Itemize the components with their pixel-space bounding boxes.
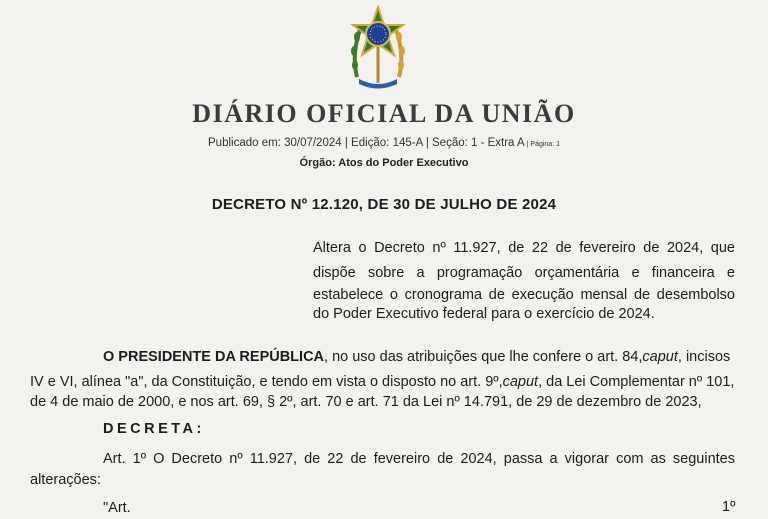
issuing-organ: Órgão: Atos do Poder Executivo <box>299 157 469 169</box>
decree-title: DECRETO Nº 12.120, DE 30 DE JULHO DE 2024 <box>211 196 557 213</box>
preamble-line-3: de 4 de maio de 2000, e nos art. 69, § 2º, art. 70 e art. 71 da Lei nº 14.791, de 29 de dezembro de 2023, <box>30 394 702 410</box>
article-1-line-1: Art. 1º O Decreto nº 11.927, de 22 de fevereiro de 2024, passa a vigorar com as seguintes <box>103 451 735 467</box>
quoted-article-label: "Art. <box>103 500 131 516</box>
article-1-line-2: alterações: <box>30 472 101 488</box>
publication-details: Publicado em: 30/07/2024 | Edição: 145-A | Seção: 1 - Extra A <box>208 137 525 149</box>
quoted-article-number: 1º <box>722 499 736 515</box>
preamble-text: , da Lei Complementar nº 101, <box>538 374 735 390</box>
ementa-line: Altera o Decreto nº 11.927, de 22 de fevereiro de 2024, que <box>313 240 735 256</box>
ementa-line: dispõe sobre a programação orçamentária e financeira e <box>313 265 735 281</box>
preamble-italic: caput <box>502 374 539 390</box>
publication-info <box>0 137 768 149</box>
page-number: | Página: 1 <box>524 141 560 148</box>
journal-title: DIÁRIO OFICIAL DA UNIÃO <box>192 99 576 128</box>
preamble-line-1 <box>103 348 730 367</box>
preamble-text: , incisos <box>677 349 731 365</box>
decreta-heading: DECRETA: <box>103 421 205 437</box>
preamble-italic: caput <box>642 349 678 365</box>
coat-of-arms-emblem <box>347 5 409 91</box>
ementa-line: do Poder Executivo federal para o exercício de 2024. <box>313 306 655 322</box>
ementa-line: estabelece o cronograma de execução mensal de desembolso <box>313 287 735 303</box>
president-label: O PRESIDENTE DA REPÚBLICA <box>103 349 325 365</box>
preamble-text: IV e VI, alínea "a", da Constituição, e tendo em vista o disposto no art. 9º, <box>30 374 503 390</box>
preamble-text: , no uso das atribuições que lhe confere o art. 84, <box>324 349 643 365</box>
preamble-line-2 <box>30 373 734 392</box>
